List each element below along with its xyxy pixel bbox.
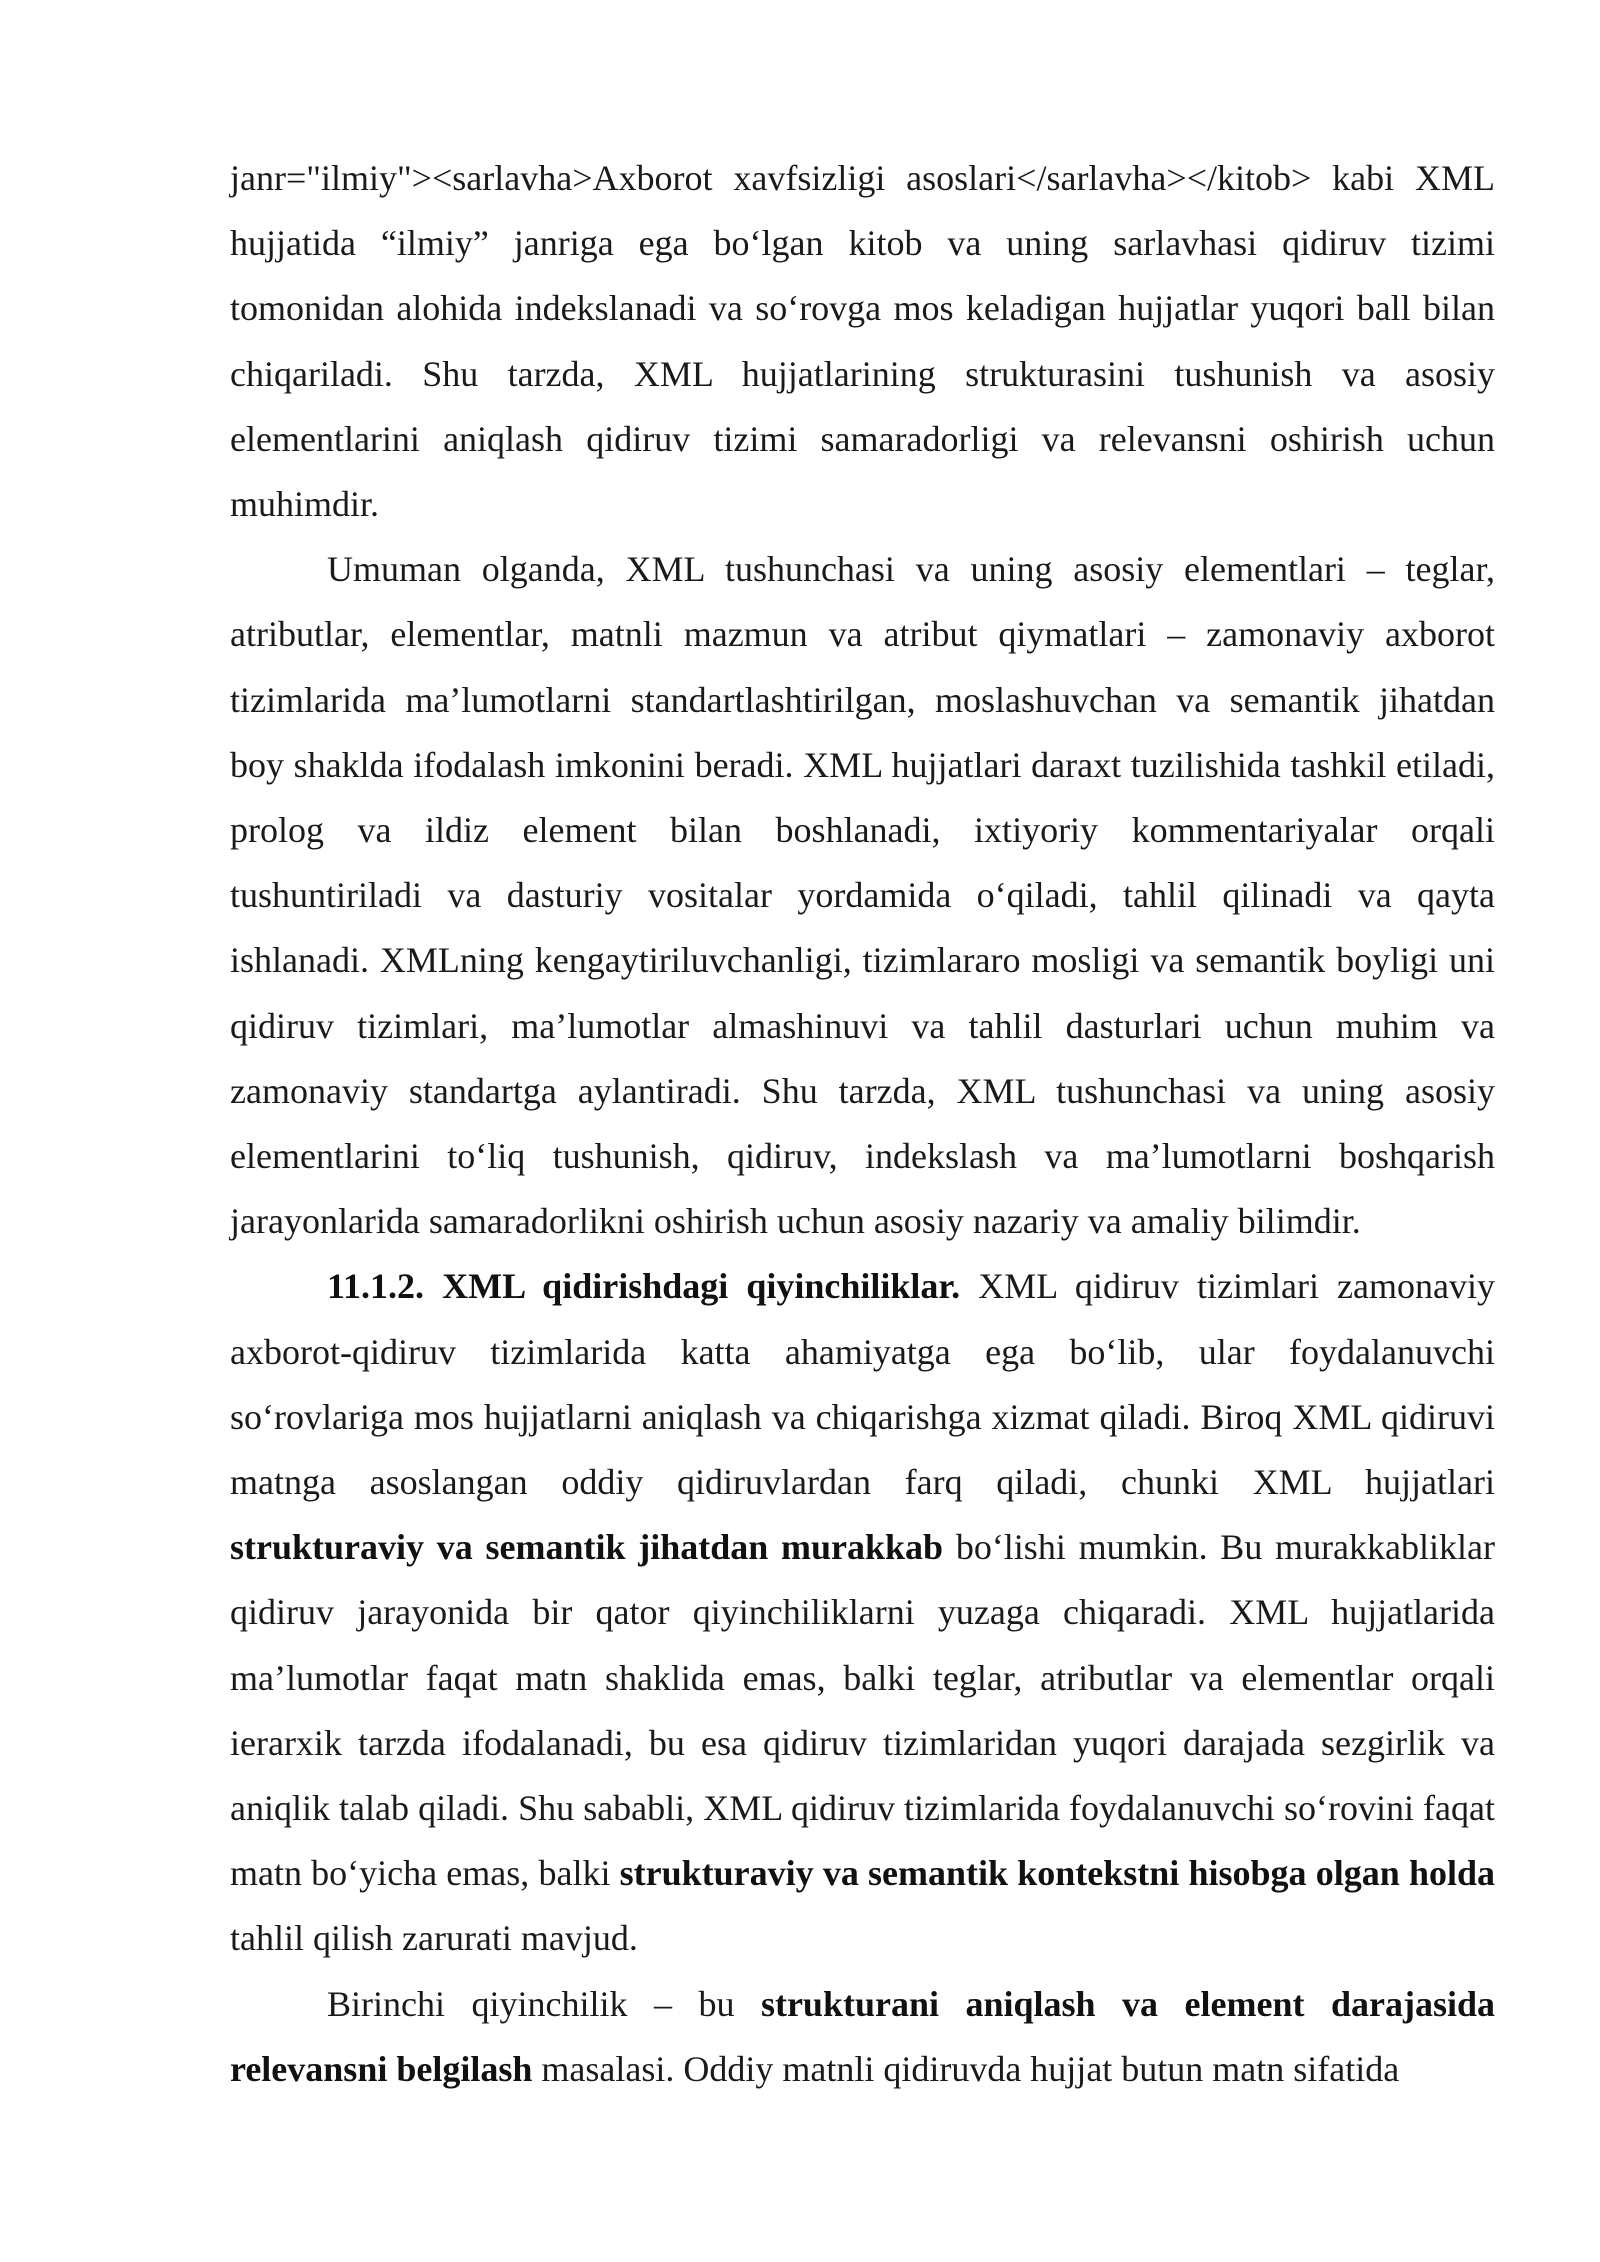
- paragraph-3-text-2: bo‘lishi mumkin. Bu murakkabliklar qidiruv jarayonida bir qator qiyinchiliklarni yuzaga chiqaradi. XML hujjatlarida ma’lumotlar faqat matn shaklida emas, balki teglar, atributlar va elementlar orqali ierarxik tarzda ifodalanadi, bu esa qidiruv tizimlaridan yuqori darajada sezgirlik va aniqlik talab qiladi. Shu sababli, XML qidiruv tizimlarida foydalanuvchi so‘rovini faqat matn bo‘yicha emas, balki: [230, 1527, 1495, 1894]
- paragraph-4-text-2: masalasi. Oddiy matnli qidiruvda hujjat butun matn sifatida: [532, 2048, 1400, 2089]
- paragraph-2-text: Umuman olganda, XML tushunchasi va uning asosiy elementlari – teglar, atributlar, elementlar, matnli mazmun va atribut qiymatlari – zamonaviy axborot tizimlarida ma’lumotlarni standartlashtirilgan, moslashuvchan va semantik jihatdan boy shaklda ifodalash imkonini beradi. XML hujjatlari daraxt tuzilishida tashkil etiladi, prolog va ildiz element bilan boshlanadi, ixtiyoriy kommentariyalar orqali tushuntiriladi va dasturiy vositalar yordamida o‘qiladi, tahlil qilinadi va qayta ishlanadi. XMLning kengaytiriluvchanligi, tizimlararo mosligi va semantik boyligi uni qidiruv tizimlari, ma’lumotlar almashinuvi va tahlil dasturlari uchun muhim va zamonaviy standartga aylantiradi. Shu tarzda, XML tushunchasi va uning asosiy elementlarini to‘liq tushunish, qidiruv, indekslash va ma’lumotlarni boshqarish jarayonlarida samaradorlikni oshirish uchun asosiy nazariy va amaliy bilimdir.: [230, 549, 1495, 1242]
- emphasis-text-2: strukturaviy va semantik kontekstni hisobga olgan holda: [619, 1853, 1495, 1894]
- paragraph-3-text-1: XML qidiruv tizimlari zamonaviy axborot-qidiruv tizimlarida katta ahamiyatga ega bo‘lib, ular foydalanuvchi so‘rovlariga mos hujjatlarni aniqlash va chiqarishga xizmat qiladi. Biroq XML qidiruvi matnga asoslangan oddiy qidiruvlardan farq qiladi, chunki XML hujjatlari: [230, 1266, 1495, 1503]
- paragraph-1: [230, 146, 1495, 537]
- paragraph-3-text-3: tahlil qilish zarurati mavjud.: [230, 1918, 638, 1959]
- emphasis-text-1: strukturaviy va semantik jihatdan murakkab: [230, 1527, 944, 1568]
- paragraph-1-text: janr="ilmiy"><sarlavha>Axborot xavfsizligi asoslari</sarlavha></kitob> kabi XML hujjatida “ilmiy” janriga ega bo‘lgan kitob va uning sarlavhasi qidiruv tizimi tomonidan alohida indekslanadi va so‘rovga mos keladigan hujjatlar yuqori ball bilan chiqariladi. Shu tarzda, XML hujjatlarining strukturasini tushunish va asosiy elementlarini aniqlash qidiruv tizimi samaradorligi va relevansni oshirish uchun muhimdir.: [230, 158, 1495, 525]
- section-heading: 11.1.2. XML qidirishdagi qiyinchiliklar.: [327, 1266, 961, 1307]
- document-page: [230, 146, 1495, 2102]
- paragraph-2: [230, 537, 1495, 1254]
- emphasis-text-3: strukturani aniqlash va element darajasida relevansni belgilash: [230, 1983, 1495, 2089]
- paragraph-3: [230, 1254, 1495, 1971]
- paragraph-4: [230, 1972, 1495, 2102]
- paragraph-4-text-1: Birinchi qiyinchilik – bu: [327, 1983, 761, 2024]
